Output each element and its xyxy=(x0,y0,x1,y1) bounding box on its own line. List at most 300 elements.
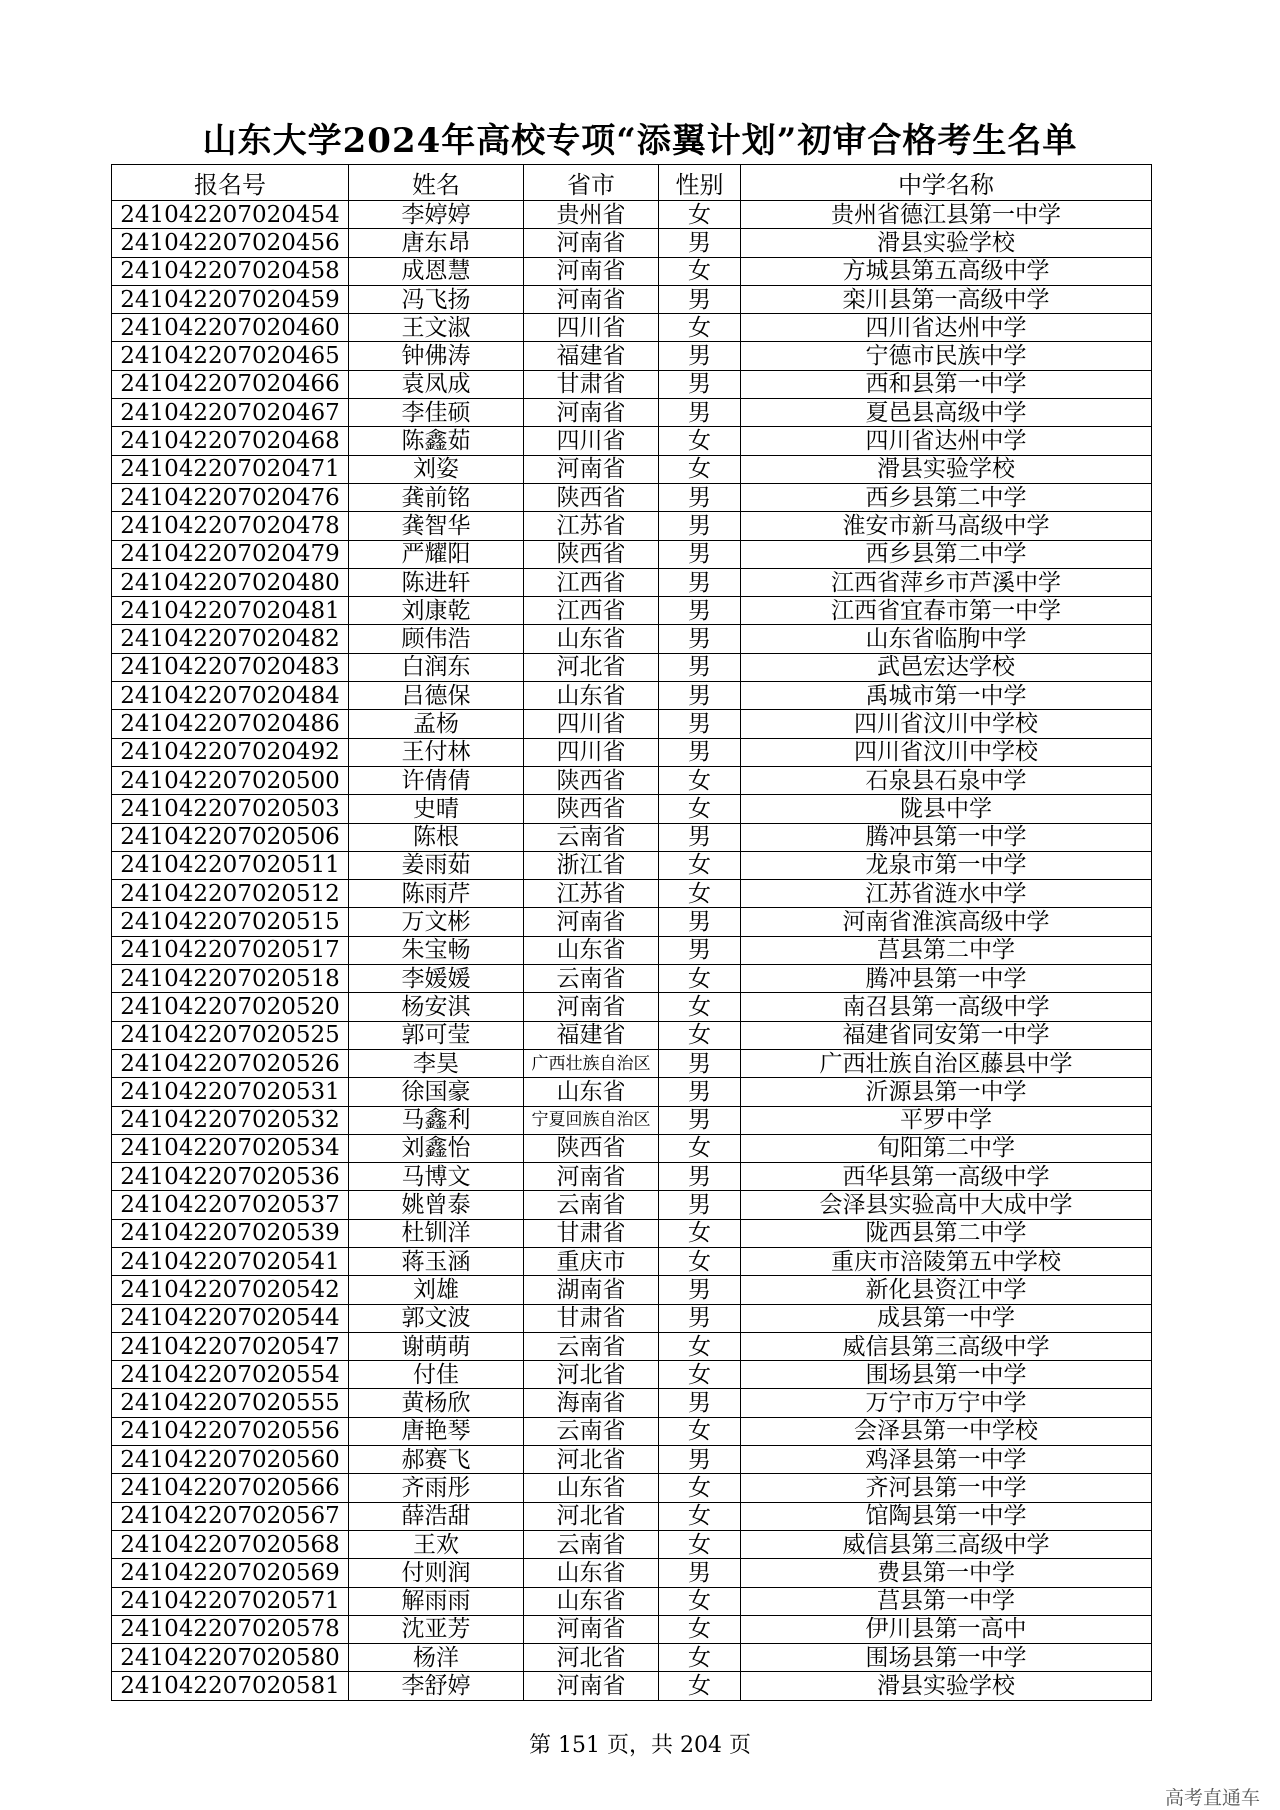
school-cell: 万宁市万宁中学 xyxy=(741,1389,1152,1417)
table-row xyxy=(112,455,1152,483)
province-cell: 河南省 xyxy=(524,908,659,936)
registration-number-cell: 241042207020506 xyxy=(112,823,349,851)
school-cell: 四川省汶川中学校 xyxy=(741,738,1152,766)
name-cell: 王付林 xyxy=(349,738,524,766)
table-row xyxy=(112,1502,1152,1530)
table-row xyxy=(112,597,1152,625)
gender-cell: 男 xyxy=(659,1276,741,1304)
registration-number-cell: 241042207020486 xyxy=(112,710,349,738)
gender-cell: 女 xyxy=(659,766,741,794)
gender-cell: 女 xyxy=(659,880,741,908)
school-cell: 沂源县第一中学 xyxy=(741,1078,1152,1106)
province-cell: 山东省 xyxy=(524,936,659,964)
name-cell: 刘姿 xyxy=(349,455,524,483)
name-cell: 蒋玉涵 xyxy=(349,1247,524,1275)
gender-cell: 男 xyxy=(659,285,741,313)
name-cell: 吕德保 xyxy=(349,682,524,710)
school-cell: 山东省临朐中学 xyxy=(741,625,1152,653)
gender-cell: 男 xyxy=(659,738,741,766)
gender-cell: 男 xyxy=(659,1106,741,1134)
registration-number-cell: 241042207020541 xyxy=(112,1247,349,1275)
name-cell: 解雨雨 xyxy=(349,1587,524,1615)
table-row xyxy=(112,851,1152,879)
table-row xyxy=(112,1106,1152,1134)
school-cell: 南召县第一高级中学 xyxy=(741,993,1152,1021)
province-cell: 云南省 xyxy=(524,1332,659,1360)
school-cell: 夏邑县高级中学 xyxy=(741,399,1152,427)
table-row xyxy=(112,540,1152,568)
gender-cell: 女 xyxy=(659,1021,741,1049)
province-cell: 江西省 xyxy=(524,597,659,625)
name-cell: 许倩倩 xyxy=(349,766,524,794)
province-cell: 河南省 xyxy=(524,1672,659,1700)
school-cell: 陇西县第二中学 xyxy=(741,1219,1152,1247)
table-row xyxy=(112,993,1152,1021)
table-row xyxy=(112,1530,1152,1558)
table-row xyxy=(112,1021,1152,1049)
header-name: 姓名 xyxy=(349,165,524,201)
name-cell: 齐雨彤 xyxy=(349,1474,524,1502)
name-cell: 郭文波 xyxy=(349,1304,524,1332)
name-cell: 成恩慧 xyxy=(349,257,524,285)
table-row xyxy=(112,625,1152,653)
province-cell: 四川省 xyxy=(524,314,659,342)
table-row xyxy=(112,1446,1152,1474)
registration-number-cell: 241042207020481 xyxy=(112,597,349,625)
registration-number-cell: 241042207020566 xyxy=(112,1474,349,1502)
name-cell: 刘雄 xyxy=(349,1276,524,1304)
table-row xyxy=(112,682,1152,710)
table-row xyxy=(112,1049,1152,1077)
table-row xyxy=(112,1134,1152,1162)
gender-cell: 女 xyxy=(659,455,741,483)
gender-cell: 女 xyxy=(659,1134,741,1162)
table-row xyxy=(112,908,1152,936)
registration-number-cell: 241042207020542 xyxy=(112,1276,349,1304)
gender-cell: 男 xyxy=(659,229,741,257)
table-row xyxy=(112,1078,1152,1106)
table-row xyxy=(112,1163,1152,1191)
province-cell: 河南省 xyxy=(524,993,659,1021)
watermark-text: 高考直通车 xyxy=(1164,1787,1260,1809)
gender-cell: 男 xyxy=(659,710,741,738)
registration-number-cell: 241042207020515 xyxy=(112,908,349,936)
name-cell: 陈雨芹 xyxy=(349,880,524,908)
registration-number-cell: 241042207020466 xyxy=(112,370,349,398)
province-cell: 河南省 xyxy=(524,1163,659,1191)
province-cell: 浙江省 xyxy=(524,851,659,879)
province-cell: 山东省 xyxy=(524,1078,659,1106)
gender-cell: 男 xyxy=(659,625,741,653)
province-cell: 山东省 xyxy=(524,625,659,653)
registration-number-cell: 241042207020571 xyxy=(112,1587,349,1615)
province-cell: 山东省 xyxy=(524,1474,659,1502)
gender-cell: 男 xyxy=(659,1559,741,1587)
table-row xyxy=(112,1559,1152,1587)
name-cell: 黄杨欣 xyxy=(349,1389,524,1417)
gender-cell: 女 xyxy=(659,1502,741,1530)
registration-number-cell: 241042207020536 xyxy=(112,1163,349,1191)
registration-number-cell: 241042207020482 xyxy=(112,625,349,653)
registration-number-cell: 241042207020569 xyxy=(112,1559,349,1587)
page-number: 第 151 页，共 204 页 xyxy=(529,1733,751,1758)
province-cell: 山东省 xyxy=(524,682,659,710)
school-cell: 西和县第一中学 xyxy=(741,370,1152,398)
registration-number-cell: 241042207020480 xyxy=(112,568,349,596)
table-row xyxy=(112,1247,1152,1275)
province-cell: 河南省 xyxy=(524,455,659,483)
gender-cell: 男 xyxy=(659,342,741,370)
gender-cell: 男 xyxy=(659,1163,741,1191)
table-row xyxy=(112,483,1152,511)
table-row xyxy=(112,370,1152,398)
gender-cell: 女 xyxy=(659,1474,741,1502)
name-cell: 龚智华 xyxy=(349,512,524,540)
province-cell: 河南省 xyxy=(524,229,659,257)
name-cell: 付则润 xyxy=(349,1559,524,1587)
province-cell: 江西省 xyxy=(524,568,659,596)
table-row xyxy=(112,823,1152,851)
province-cell: 甘肃省 xyxy=(524,1304,659,1332)
registration-number-cell: 241042207020512 xyxy=(112,880,349,908)
name-cell: 姜雨茹 xyxy=(349,851,524,879)
table-row xyxy=(112,1332,1152,1360)
school-cell: 莒县第二中学 xyxy=(741,936,1152,964)
table-row xyxy=(112,653,1152,681)
school-cell: 西乡县第二中学 xyxy=(741,483,1152,511)
registration-number-cell: 241042207020478 xyxy=(112,512,349,540)
province-cell: 陕西省 xyxy=(524,483,659,511)
gender-cell: 女 xyxy=(659,427,741,455)
name-cell: 冯飞扬 xyxy=(349,285,524,313)
name-cell: 薛浩甜 xyxy=(349,1502,524,1530)
school-cell: 栾川县第一高级中学 xyxy=(741,285,1152,313)
registration-number-cell: 241042207020526 xyxy=(112,1049,349,1077)
name-cell: 袁凤成 xyxy=(349,370,524,398)
province-cell: 四川省 xyxy=(524,738,659,766)
gender-cell: 男 xyxy=(659,512,741,540)
registration-number-cell: 241042207020578 xyxy=(112,1615,349,1643)
name-cell: 马博文 xyxy=(349,1163,524,1191)
table-row xyxy=(112,1474,1152,1502)
school-cell: 西乡县第二中学 xyxy=(741,540,1152,568)
province-cell: 云南省 xyxy=(524,1417,659,1445)
province-cell: 河北省 xyxy=(524,1644,659,1672)
registration-number-cell: 241042207020454 xyxy=(112,201,349,229)
province-cell: 重庆市 xyxy=(524,1247,659,1275)
school-cell: 江西省宜春市第一中学 xyxy=(741,597,1152,625)
table-row xyxy=(112,965,1152,993)
gender-cell: 女 xyxy=(659,1530,741,1558)
candidate-table xyxy=(111,164,1152,1701)
table-row xyxy=(112,766,1152,794)
province-cell: 陕西省 xyxy=(524,766,659,794)
province-cell: 河南省 xyxy=(524,1615,659,1643)
table-row xyxy=(112,1587,1152,1615)
gender-cell: 女 xyxy=(659,795,741,823)
table-row xyxy=(112,285,1152,313)
name-cell: 陈根 xyxy=(349,823,524,851)
gender-cell: 男 xyxy=(659,823,741,851)
school-cell: 威信县第三高级中学 xyxy=(741,1530,1152,1558)
registration-number-cell: 241042207020465 xyxy=(112,342,349,370)
province-cell: 福建省 xyxy=(524,1021,659,1049)
province-cell: 河南省 xyxy=(524,285,659,313)
school-cell: 西华县第一高级中学 xyxy=(741,1163,1152,1191)
school-cell: 宁德市民族中学 xyxy=(741,342,1152,370)
name-cell: 马鑫利 xyxy=(349,1106,524,1134)
school-cell: 鸡泽县第一中学 xyxy=(741,1446,1152,1474)
gender-cell: 男 xyxy=(659,1446,741,1474)
registration-number-cell: 241042207020503 xyxy=(112,795,349,823)
registration-number-cell: 241042207020547 xyxy=(112,1332,349,1360)
gender-cell: 男 xyxy=(659,682,741,710)
name-cell: 王文淑 xyxy=(349,314,524,342)
province-cell: 甘肃省 xyxy=(524,370,659,398)
school-cell: 江西省萍乡市芦溪中学 xyxy=(741,568,1152,596)
school-cell: 四川省达州中学 xyxy=(741,427,1152,455)
gender-cell: 男 xyxy=(659,1049,741,1077)
registration-number-cell: 241042207020484 xyxy=(112,682,349,710)
table-body xyxy=(112,201,1152,1701)
name-cell: 李媛媛 xyxy=(349,965,524,993)
registration-number-cell: 241042207020567 xyxy=(112,1502,349,1530)
province-cell: 四川省 xyxy=(524,427,659,455)
registration-number-cell: 241042207020581 xyxy=(112,1672,349,1700)
school-cell: 会泽县第一中学校 xyxy=(741,1417,1152,1445)
province-cell: 江苏省 xyxy=(524,880,659,908)
school-cell: 齐河县第一中学 xyxy=(741,1474,1152,1502)
name-cell: 唐东昂 xyxy=(349,229,524,257)
gender-cell: 女 xyxy=(659,1587,741,1615)
gender-cell: 女 xyxy=(659,993,741,1021)
school-cell: 莒县第一中学 xyxy=(741,1587,1152,1615)
table-row xyxy=(112,201,1152,229)
school-cell: 围场县第一中学 xyxy=(741,1644,1152,1672)
name-cell: 杨洋 xyxy=(349,1644,524,1672)
school-cell: 威信县第三高级中学 xyxy=(741,1332,1152,1360)
registration-number-cell: 241042207020537 xyxy=(112,1191,349,1219)
table-row xyxy=(112,568,1152,596)
table-row xyxy=(112,1644,1152,1672)
province-cell: 福建省 xyxy=(524,342,659,370)
province-cell: 江苏省 xyxy=(524,512,659,540)
school-cell: 龙泉市第一中学 xyxy=(741,851,1152,879)
table-row xyxy=(112,427,1152,455)
table-row xyxy=(112,936,1152,964)
school-cell: 武邑宏达学校 xyxy=(741,653,1152,681)
school-cell: 腾冲县第一中学 xyxy=(741,823,1152,851)
school-cell: 四川省汶川中学校 xyxy=(741,710,1152,738)
registration-number-cell: 241042207020539 xyxy=(112,1219,349,1247)
school-cell: 重庆市涪陵第五中学校 xyxy=(741,1247,1152,1275)
name-cell: 徐国豪 xyxy=(349,1078,524,1106)
header-registration-number: 报名号 xyxy=(112,165,349,201)
table-row xyxy=(112,512,1152,540)
registration-number-cell: 241042207020458 xyxy=(112,257,349,285)
gender-cell: 男 xyxy=(659,540,741,568)
registration-number-cell: 241042207020568 xyxy=(112,1530,349,1558)
gender-cell: 女 xyxy=(659,1672,741,1700)
registration-number-cell: 241042207020554 xyxy=(112,1361,349,1389)
gender-cell: 男 xyxy=(659,568,741,596)
registration-number-cell: 241042207020544 xyxy=(112,1304,349,1332)
name-cell: 刘鑫怡 xyxy=(349,1134,524,1162)
school-cell: 腾冲县第一中学 xyxy=(741,965,1152,993)
header-gender: 性别 xyxy=(659,165,741,201)
name-cell: 付佳 xyxy=(349,1361,524,1389)
gender-cell: 女 xyxy=(659,314,741,342)
name-cell: 谢萌萌 xyxy=(349,1332,524,1360)
gender-cell: 男 xyxy=(659,1191,741,1219)
school-cell: 滑县实验学校 xyxy=(741,1672,1152,1700)
name-cell: 陈进轩 xyxy=(349,568,524,596)
gender-cell: 女 xyxy=(659,1332,741,1360)
name-cell: 万文彬 xyxy=(349,908,524,936)
page-title: 山东大学2024年高校专项“添翼计划”初审合格考生名单 xyxy=(202,121,1078,161)
name-cell: 孟杨 xyxy=(349,710,524,738)
name-cell: 李舒婷 xyxy=(349,1672,524,1700)
school-cell: 陇县中学 xyxy=(741,795,1152,823)
province-cell: 河南省 xyxy=(524,257,659,285)
registration-number-cell: 241042207020483 xyxy=(112,653,349,681)
gender-cell: 男 xyxy=(659,1304,741,1332)
gender-cell: 女 xyxy=(659,257,741,285)
name-cell: 郭可莹 xyxy=(349,1021,524,1049)
school-cell: 滑县实验学校 xyxy=(741,455,1152,483)
name-cell: 刘康乾 xyxy=(349,597,524,625)
registration-number-cell: 241042207020459 xyxy=(112,285,349,313)
school-cell: 平罗中学 xyxy=(741,1106,1152,1134)
province-cell: 河北省 xyxy=(524,1502,659,1530)
name-cell: 陈鑫茹 xyxy=(349,427,524,455)
table-row xyxy=(112,1304,1152,1332)
province-cell: 云南省 xyxy=(524,965,659,993)
registration-number-cell: 241042207020456 xyxy=(112,229,349,257)
registration-number-cell: 241042207020471 xyxy=(112,455,349,483)
registration-number-cell: 241042207020556 xyxy=(112,1417,349,1445)
registration-number-cell: 241042207020511 xyxy=(112,851,349,879)
name-cell: 王欢 xyxy=(349,1530,524,1558)
school-cell: 江苏省涟水中学 xyxy=(741,880,1152,908)
school-cell: 滑县实验学校 xyxy=(741,229,1152,257)
school-cell: 广西壮族自治区藤县中学 xyxy=(741,1049,1152,1077)
province-cell: 云南省 xyxy=(524,1191,659,1219)
school-cell: 石泉县石泉中学 xyxy=(741,766,1152,794)
school-cell: 禹城市第一中学 xyxy=(741,682,1152,710)
school-cell: 四川省达州中学 xyxy=(741,314,1152,342)
school-cell: 围场县第一中学 xyxy=(741,1361,1152,1389)
registration-number-cell: 241042207020525 xyxy=(112,1021,349,1049)
registration-number-cell: 241042207020517 xyxy=(112,936,349,964)
province-cell: 四川省 xyxy=(524,710,659,738)
gender-cell: 女 xyxy=(659,1417,741,1445)
registration-number-cell: 241042207020531 xyxy=(112,1078,349,1106)
registration-number-cell: 241042207020479 xyxy=(112,540,349,568)
table-row xyxy=(112,257,1152,285)
gender-cell: 女 xyxy=(659,1644,741,1672)
registration-number-cell: 241042207020532 xyxy=(112,1106,349,1134)
gender-cell: 男 xyxy=(659,908,741,936)
province-cell: 海南省 xyxy=(524,1389,659,1417)
registration-number-cell: 241042207020468 xyxy=(112,427,349,455)
name-cell: 唐艳琴 xyxy=(349,1417,524,1445)
table-header-row xyxy=(112,165,1152,201)
province-cell: 山东省 xyxy=(524,1559,659,1587)
table-row xyxy=(112,880,1152,908)
school-cell: 馆陶县第一中学 xyxy=(741,1502,1152,1530)
table-row xyxy=(112,342,1152,370)
registration-number-cell: 241042207020500 xyxy=(112,766,349,794)
name-cell: 沈亚芳 xyxy=(349,1615,524,1643)
gender-cell: 男 xyxy=(659,936,741,964)
registration-number-cell: 241042207020476 xyxy=(112,483,349,511)
table-row xyxy=(112,1389,1152,1417)
name-cell: 白润东 xyxy=(349,653,524,681)
registration-number-cell: 241042207020580 xyxy=(112,1644,349,1672)
province-cell: 陕西省 xyxy=(524,1134,659,1162)
province-cell: 河南省 xyxy=(524,399,659,427)
registration-number-cell: 241042207020560 xyxy=(112,1446,349,1474)
gender-cell: 男 xyxy=(659,653,741,681)
province-cell: 陕西省 xyxy=(524,795,659,823)
name-cell: 杜钏洋 xyxy=(349,1219,524,1247)
header-school: 中学名称 xyxy=(741,165,1152,201)
table-row xyxy=(112,314,1152,342)
gender-cell: 女 xyxy=(659,1219,741,1247)
school-cell: 旬阳第二中学 xyxy=(741,1134,1152,1162)
name-cell: 李昊 xyxy=(349,1049,524,1077)
gender-cell: 女 xyxy=(659,1615,741,1643)
province-cell: 河北省 xyxy=(524,653,659,681)
name-cell: 史晴 xyxy=(349,795,524,823)
table-row xyxy=(112,1417,1152,1445)
province-cell: 河北省 xyxy=(524,1446,659,1474)
province-cell: 陕西省 xyxy=(524,540,659,568)
school-cell: 新化县资江中学 xyxy=(741,1276,1152,1304)
province-cell: 山东省 xyxy=(524,1587,659,1615)
name-cell: 李佳硕 xyxy=(349,399,524,427)
table-row xyxy=(112,738,1152,766)
name-cell: 郝赛飞 xyxy=(349,1446,524,1474)
registration-number-cell: 241042207020520 xyxy=(112,993,349,1021)
school-cell: 成县第一中学 xyxy=(741,1304,1152,1332)
gender-cell: 男 xyxy=(659,1078,741,1106)
gender-cell: 男 xyxy=(659,399,741,427)
school-cell: 贵州省德江县第一中学 xyxy=(741,201,1152,229)
table-row xyxy=(112,229,1152,257)
province-cell: 广西壮族自治区 xyxy=(524,1049,659,1077)
gender-cell: 男 xyxy=(659,597,741,625)
registration-number-cell: 241042207020467 xyxy=(112,399,349,427)
table-row xyxy=(112,1276,1152,1304)
name-cell: 杨安淇 xyxy=(349,993,524,1021)
school-cell: 河南省淮滨高级中学 xyxy=(741,908,1152,936)
gender-cell: 女 xyxy=(659,965,741,993)
school-cell: 伊川县第一高中 xyxy=(741,1615,1152,1643)
registration-number-cell: 241042207020555 xyxy=(112,1389,349,1417)
province-cell: 云南省 xyxy=(524,1530,659,1558)
name-cell: 顾伟浩 xyxy=(349,625,524,653)
province-cell: 甘肃省 xyxy=(524,1219,659,1247)
header-province: 省市 xyxy=(524,165,659,201)
registration-number-cell: 241042207020460 xyxy=(112,314,349,342)
gender-cell: 女 xyxy=(659,201,741,229)
gender-cell: 男 xyxy=(659,483,741,511)
school-cell: 淮安市新马高级中学 xyxy=(741,512,1152,540)
gender-cell: 男 xyxy=(659,370,741,398)
province-cell: 河北省 xyxy=(524,1361,659,1389)
